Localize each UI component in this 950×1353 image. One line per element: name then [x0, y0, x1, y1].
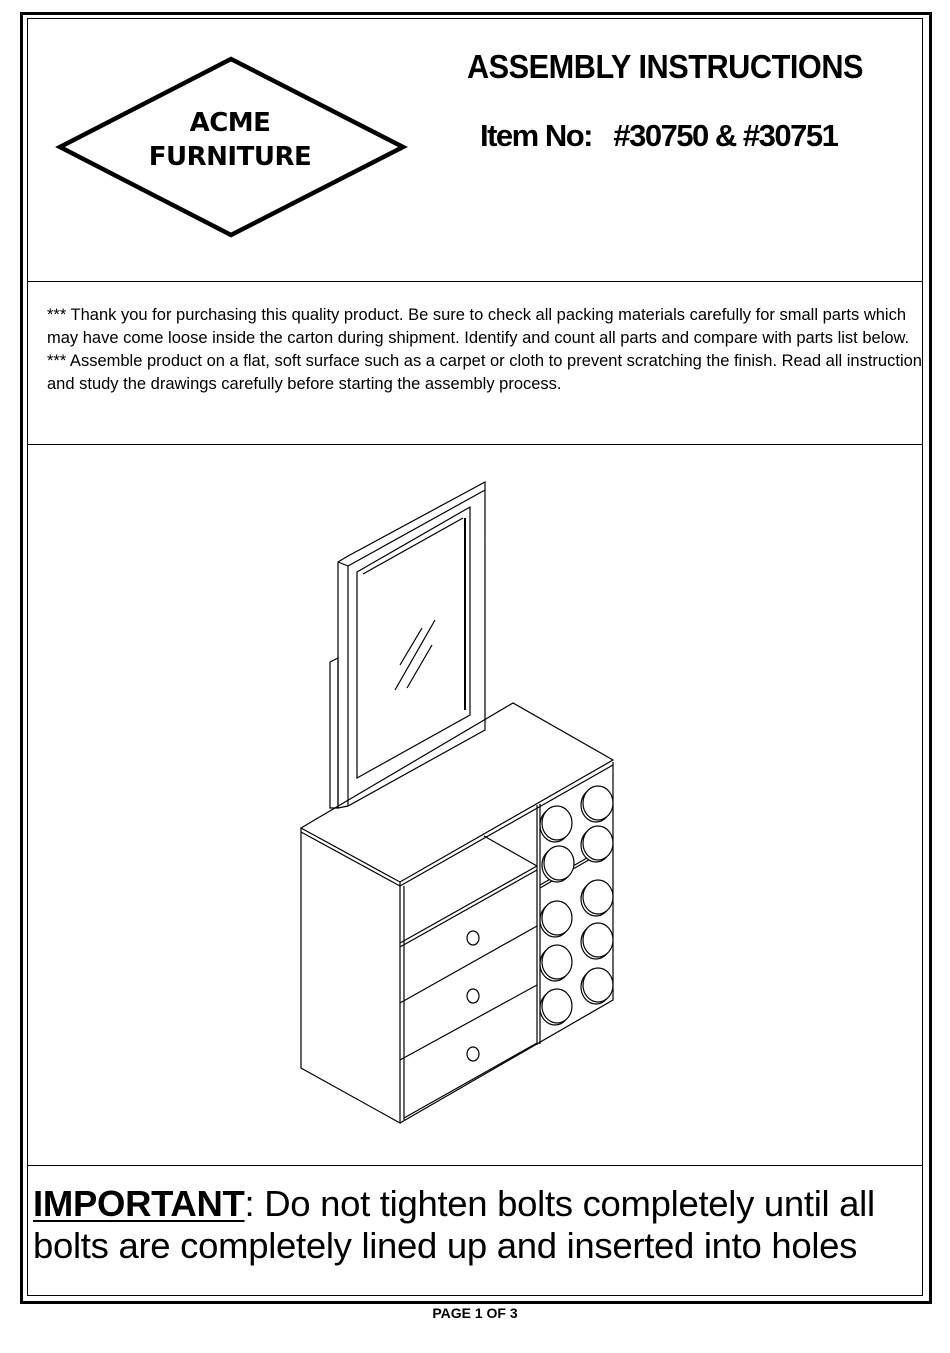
door-circle: [542, 989, 572, 1023]
door-circle: [583, 826, 613, 860]
intro-paragraph-2: *** Assemble product on a flat, soft surface such as a carpet or cloth to prevent scratching the finish. Read all instruction and study the drawings carefully before starting the assembly process.: [47, 352, 922, 393]
drawer-knob-icon: [467, 1047, 479, 1061]
door-circle: [583, 968, 613, 1002]
page-number: PAGE 1 OF 3: [432, 1305, 518, 1321]
document-title: ASSEMBLY INSTRUCTIONS: [466, 48, 864, 85]
door-circle: [583, 786, 613, 820]
intro-paragraph-1: *** Thank you for purchasing this quality product. Be sure to check all packing materials carefully for small parts which may have come loose inside the carton during shipment. Identify and count all parts and compare with parts list below.: [47, 306, 910, 347]
drawer-knob-icon: [467, 989, 479, 1003]
door-circle: [583, 923, 613, 957]
door-circle: [542, 806, 572, 840]
door-circle: [542, 945, 572, 979]
logo-text-acme: ACME: [189, 108, 271, 138]
important-label: IMPORTANT: [33, 1183, 245, 1224]
drawer-knob-icon: [467, 931, 479, 945]
logo-text-furniture: FURNITURE: [148, 142, 312, 172]
item-label: Item No:: [480, 118, 592, 153]
item-values: #30750 & #30751: [613, 118, 838, 153]
door-circle: [544, 846, 574, 880]
door-circle: [583, 880, 613, 914]
important-text: : Do not tighten bolts completely until all bolts are completely lined up and inserted into holes: [33, 1183, 875, 1266]
important-note: [33, 1183, 950, 1267]
door-circle: [542, 901, 572, 935]
